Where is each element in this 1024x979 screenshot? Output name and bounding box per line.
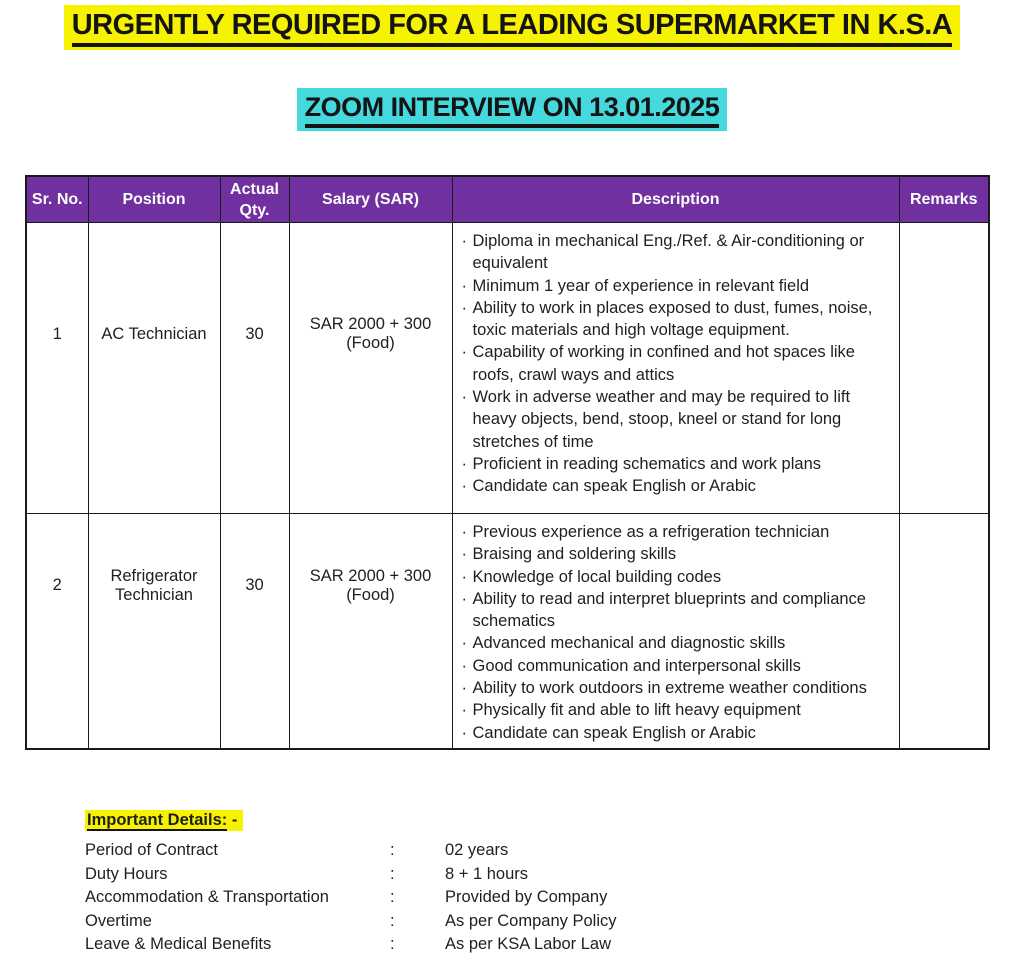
cell-sr-no <box>26 223 88 514</box>
page-title-row <box>0 5 1024 50</box>
important-details-heading <box>85 810 243 831</box>
detail-label: Period of Contract <box>85 841 218 859</box>
desc-text: Physically fit and able to lift heavy equipment <box>472 701 801 720</box>
header-salary: Salary (SAR) <box>289 176 452 223</box>
position-value: AC Technician <box>101 324 207 343</box>
salary-note: (Food) <box>346 334 395 352</box>
salary-block <box>291 315 451 353</box>
table-row <box>26 223 989 514</box>
interview-banner-highlight <box>297 88 728 131</box>
header-sr-no: Sr. No. <box>26 176 88 223</box>
desc-text: Knowledge of local building codes <box>472 567 722 586</box>
bullet-icon: · <box>461 477 467 496</box>
desc-text: Diploma in mechanical Eng./Ref. & Air-conditioning or equivalent <box>472 232 865 273</box>
detail-value: As per Company Policy <box>445 911 617 930</box>
bullet-icon: · <box>461 701 467 720</box>
desc-item <box>459 699 893 721</box>
jobs-table <box>25 175 990 750</box>
desc-item <box>459 655 893 677</box>
bullet-icon: · <box>461 723 467 742</box>
salary-value: SAR 2000 + 300 <box>309 566 432 585</box>
desc-item <box>459 341 893 386</box>
detail-row <box>85 910 785 934</box>
cell-qty <box>220 223 289 514</box>
desc-item <box>459 588 893 633</box>
desc-text: Candidate can speak English or Arabic <box>472 723 756 742</box>
bullet-icon: · <box>461 567 467 586</box>
bullet-icon: · <box>461 656 467 675</box>
desc-item <box>459 297 893 342</box>
desc-item <box>459 543 893 565</box>
cell-description <box>452 223 899 514</box>
detail-row <box>85 839 785 863</box>
bullet-icon: · <box>461 276 467 295</box>
desc-text: Ability to work in places exposed to dust, fumes, noise, toxic materials and high voltage equipment. <box>472 298 873 340</box>
desc-item <box>459 722 893 744</box>
cell-salary <box>289 514 452 749</box>
bullet-icon: · <box>461 523 467 541</box>
salary-value: SAR 2000 + 300 <box>309 315 432 333</box>
detail-value: Provided by Company <box>445 888 608 906</box>
title-highlight <box>64 5 961 50</box>
desc-item <box>459 632 893 654</box>
interview-date-banner: ZOOM INTERVIEW ON 13.01.2025 <box>305 92 720 128</box>
header-position: Position <box>88 176 220 223</box>
desc-item <box>459 275 893 297</box>
table-row <box>26 514 989 749</box>
detail-label: Duty Hours <box>85 864 168 883</box>
desc-text: Ability to read and interpret blueprints and compliance schematics <box>472 589 866 631</box>
desc-text: Advanced mechanical and diagnostic skills <box>472 634 786 653</box>
detail-colon: : <box>390 911 395 930</box>
bullet-icon: · <box>461 679 467 698</box>
bullet-icon: · <box>461 343 467 362</box>
page-title: URGENTLY REQUIRED FOR A LEADING SUPERMARKET IN K.S.A <box>72 9 953 47</box>
detail-value: 8 + 1 hours <box>445 864 529 883</box>
table-header-row <box>26 176 989 223</box>
desc-item <box>459 677 893 699</box>
important-details-heading-suffix: - <box>227 811 238 829</box>
desc-item <box>459 475 893 497</box>
detail-row <box>85 933 785 957</box>
header-qty: Actual Qty. <box>220 176 289 223</box>
interview-banner-row <box>0 88 1024 131</box>
desc-text: Minimum 1 year of experience in relevant field <box>472 276 810 295</box>
cell-salary <box>289 223 452 514</box>
sr-no-value: 2 <box>52 576 62 595</box>
salary-note: (Food) <box>346 585 395 604</box>
detail-colon: : <box>390 864 395 883</box>
detail-row <box>85 886 785 910</box>
qty-value: 30 <box>245 576 264 595</box>
bullet-icon: · <box>461 232 467 250</box>
cell-remarks <box>899 223 989 514</box>
position-value: Refrigerator Technician <box>110 566 198 604</box>
bullet-icon: · <box>461 298 467 317</box>
desc-text: Previous experience as a refrigeration technician <box>472 523 830 541</box>
desc-item <box>459 566 893 588</box>
desc-text: Good communication and interpersonal skills <box>472 656 801 675</box>
cell-position <box>88 514 220 749</box>
qty-value: 30 <box>245 324 264 343</box>
header-remarks: Remarks <box>899 176 989 223</box>
salary-block <box>291 567 451 605</box>
desc-item <box>459 453 893 475</box>
cell-sr-no <box>26 514 88 749</box>
cell-position <box>88 223 220 514</box>
cell-description <box>452 514 899 749</box>
desc-text: Ability to work outdoors in extreme weather conditions <box>472 679 867 698</box>
cell-remarks <box>899 514 989 749</box>
cell-qty <box>220 514 289 749</box>
desc-text: Capability of working in confined and hot spaces like roofs, crawl ways and attics <box>472 343 855 384</box>
bullet-icon: · <box>461 589 467 608</box>
bullet-icon: · <box>461 545 467 564</box>
detail-row <box>85 863 785 887</box>
desc-item <box>459 521 893 543</box>
detail-value: 02 years <box>445 841 509 859</box>
important-details-section <box>85 810 785 957</box>
desc-text: Proficient in reading schematics and work plans <box>472 454 822 473</box>
desc-text: Candidate can speak English or Arabic <box>472 477 756 496</box>
detail-label: Overtime <box>85 911 152 930</box>
header-description: Description <box>452 176 899 223</box>
desc-item <box>459 386 893 453</box>
bullet-icon: · <box>461 454 467 473</box>
bullet-icon: · <box>461 634 467 653</box>
desc-item <box>459 230 893 275</box>
important-details-heading-text: Important Details: <box>87 811 228 829</box>
desc-text: Braising and soldering skills <box>472 545 677 564</box>
detail-label: Leave & Medical Benefits <box>85 935 272 953</box>
desc-text: Work in adverse weather and may be required to lift heavy objects, bend, stoop, kneel or stand for long stretches of time <box>472 388 851 451</box>
detail-value: As per KSA Labor Law <box>445 935 612 953</box>
detail-colon: : <box>390 841 395 859</box>
sr-no-value: 1 <box>52 324 62 343</box>
detail-label: Accommodation & Transportation <box>85 888 329 906</box>
detail-colon: : <box>390 935 395 953</box>
detail-colon: : <box>390 888 395 906</box>
bullet-icon: · <box>461 388 467 407</box>
